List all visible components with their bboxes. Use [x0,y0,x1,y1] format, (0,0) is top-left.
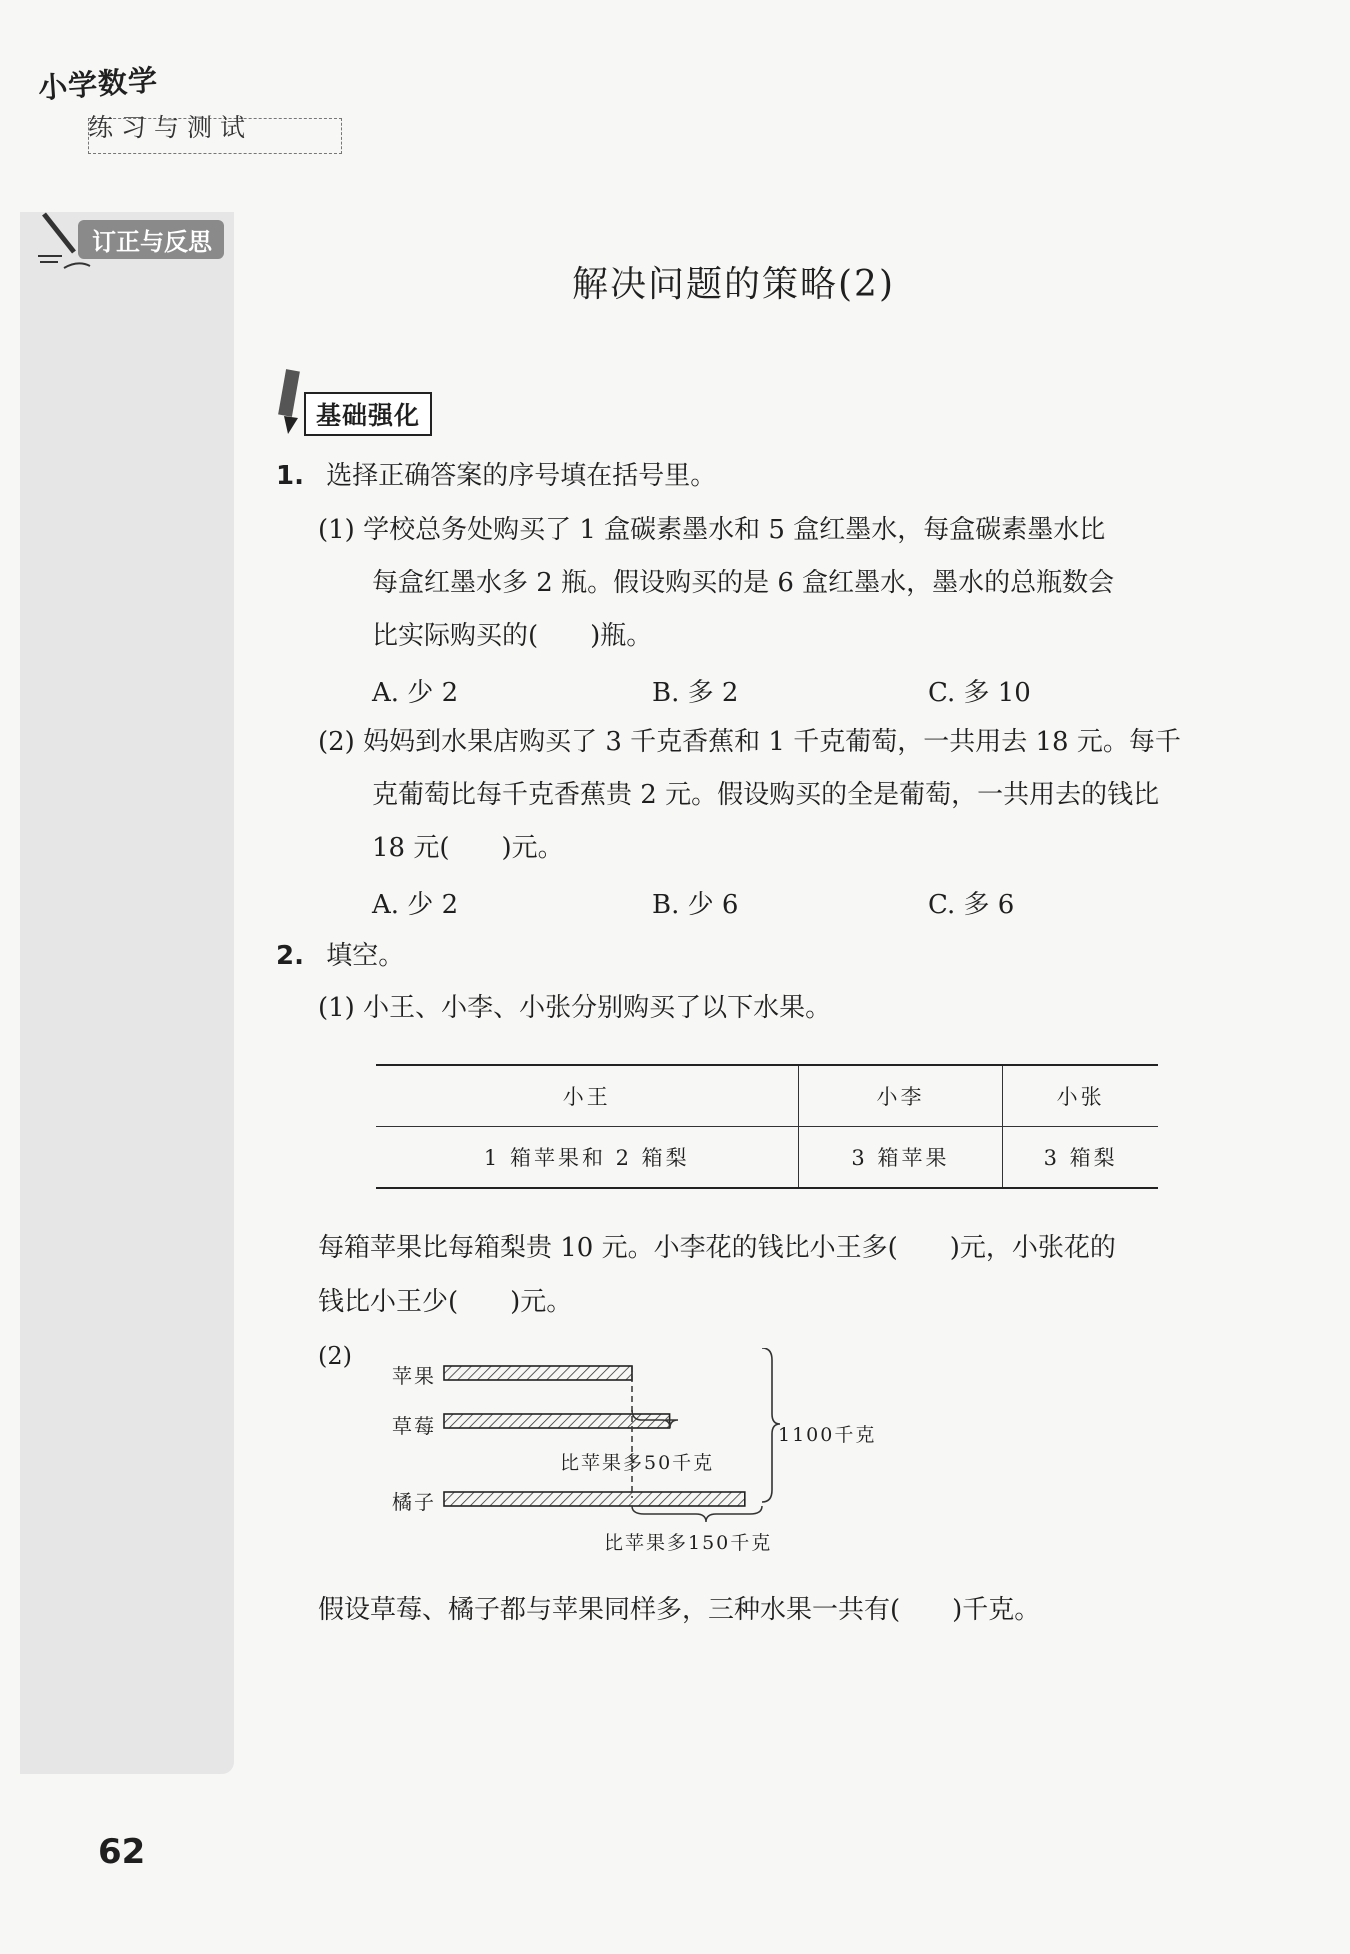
orange-extra-note: 比苹果多150千克 [604,1532,773,1554]
table-header-cell: 小王 [376,1065,798,1127]
page-number: 62 [98,1832,146,1872]
q1-2-option-b: B. 少 6 [652,890,739,920]
q1-2-line-1: (2) 妈妈到水果店购买了 3 千克香蕉和 1 千克葡萄，一共用去 18 元。每千 [318,727,1181,757]
bar-orange [444,1492,745,1506]
table-header-cell: 小张 [1003,1065,1158,1127]
q2-1-after-line-1: 每箱苹果比每箱梨贵 10 元。小李花的钱比小王多( )元，小张花的 [318,1233,1116,1263]
table-cell: 3 箱苹果 [798,1127,1003,1189]
pencil-icon [276,368,306,438]
q1-1-line-1: (1) 学校总务处购买了 1 盒碳素墨水和 5 盒红墨水，每盒碳素墨水比 [318,515,1106,545]
section-label: 基础强化 [304,392,432,436]
question-2 [276,930,404,983]
q1-1-line-2: 每盒红墨水多 2 瓶。假设购买的是 6 盒红墨水，墨水的总瓶数会 [372,568,1115,598]
table-header-row [376,1065,1158,1127]
q1-1-option-a: A. 少 2 [372,678,459,708]
q2-1-text: (1) 小王、小李、小张分别购买了以下水果。 [318,993,832,1023]
table-row [376,1127,1158,1189]
q1-2-line-2: 克葡萄比每千克香蕉贵 2 元。假设购买的全是葡萄，一共用去的钱比 [372,780,1160,810]
strawberry-extra-note: 比苹果多50千克 [560,1452,715,1474]
question-1 [276,450,716,503]
q1-2-option-a: A. 少 2 [372,890,459,920]
bar-label-orange: 橘子 [392,1490,436,1514]
q2-2-label: (2) [318,1342,352,1370]
total-note: 1100千克 [778,1424,877,1446]
table-cell: 1 箱苹果和 2 箱梨 [376,1127,798,1189]
question-number: 1. [276,461,304,491]
bar-apple [444,1366,632,1380]
orange-extra-brace [632,1506,762,1522]
table-header-cell: 小李 [798,1065,1003,1127]
q2-1-after-line-2: 钱比小王少( )元。 [318,1287,573,1317]
brand-subtitle: 练习与测试 [88,113,254,142]
q1-2-option-c: C. 多 6 [928,890,1015,920]
page-title: 解决问题的策略(2) [572,264,895,305]
question-number: 2. [276,941,304,971]
q2-2-question: 假设草莓、橘子都与苹果同样多，三种水果一共有( )千克。 [318,1595,1041,1625]
q1-1-option-c: C. 多 10 [928,678,1031,708]
question-text: 选择正确答案的序号填在括号里。 [326,461,717,491]
brand-title: 小学数学 [37,62,160,106]
correction-reflection-badge: 订正与反思 [78,220,224,259]
q1-1-option-b: B. 多 2 [652,678,739,708]
fruit-table [376,1064,1158,1189]
q1-2-line-3: 18 元( )元。 [372,833,564,863]
question-text: 填空。 [326,941,405,971]
bar-label-strawberry: 草莓 [392,1414,436,1438]
q1-1-line-3: 比实际购买的( )瓶。 [372,621,653,651]
bar-strawberry [444,1414,670,1428]
table-cell: 3 箱梨 [1003,1127,1158,1189]
correction-margin [20,212,234,1774]
bar-label-apple: 苹果 [392,1364,436,1388]
